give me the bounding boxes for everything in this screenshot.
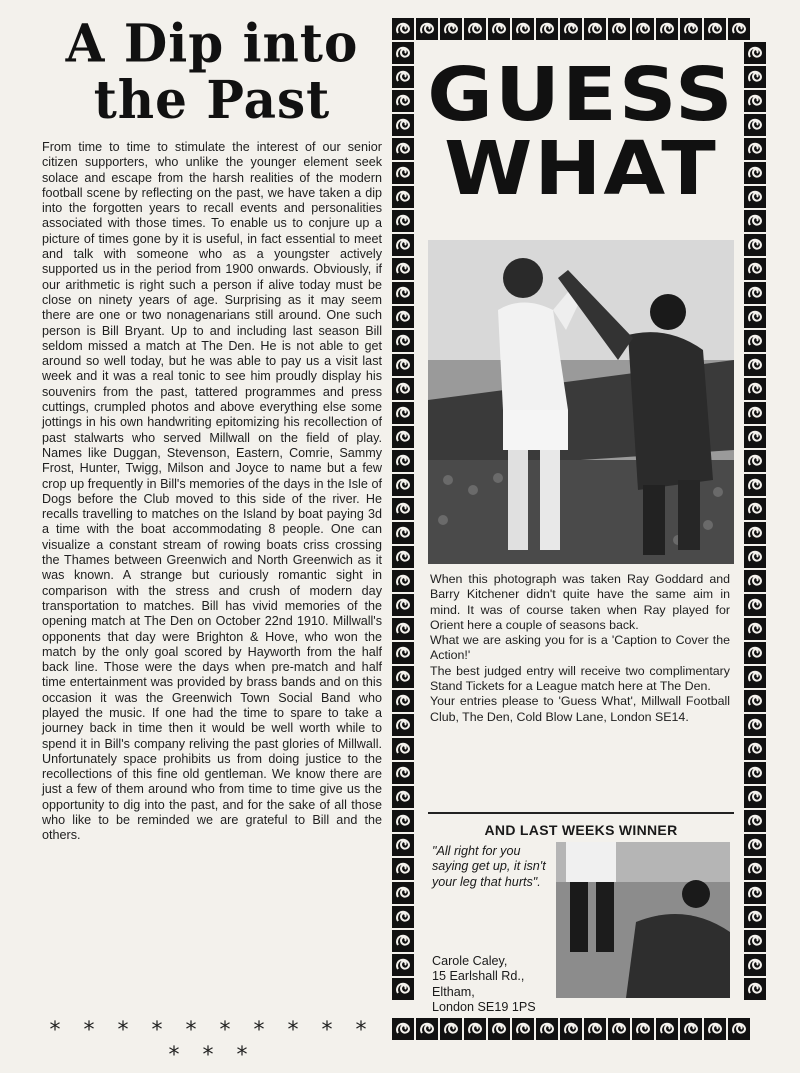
- scroll-ornament: [744, 618, 766, 640]
- scroll-ornament: [488, 18, 510, 40]
- scroll-ornament: [656, 1018, 678, 1040]
- dip-into-past-column: [42, 12, 382, 844]
- scroll-ornament: [744, 258, 766, 280]
- last-weeks-winner-heading: AND LAST WEEKS WINNER: [484, 822, 678, 838]
- scroll-ornament: [744, 42, 766, 64]
- winner-photo: [556, 842, 730, 998]
- caption-intro: When this photograph was taken Ray Goddard and Barry Kitchener didn't quite have the same aim in mind. It was of course taken when Ray played for Orient here a couple of seasons back.: [430, 572, 730, 632]
- scroll-ornament: [728, 18, 750, 40]
- scroll-ornament: [744, 738, 766, 760]
- scroll-ornament: [744, 810, 766, 832]
- guess-what-content: [427, 52, 735, 1014]
- scroll-ornament: [464, 18, 486, 40]
- scroll-ornament: [744, 450, 766, 472]
- scroll-ornament: [392, 66, 414, 88]
- scroll-ornament: [744, 114, 766, 136]
- scroll-ornament: [392, 498, 414, 520]
- winner-name: Carole Caley,: [432, 954, 508, 968]
- scroll-ornament: [392, 138, 414, 160]
- scroll-ornament: [488, 1018, 510, 1040]
- scroll-ornament: [392, 738, 414, 760]
- scroll-ornament: [744, 546, 766, 568]
- scroll-ornament: [392, 354, 414, 376]
- caption-entries-address: Your entries please to 'Guess What', Millwall Football Club, The Den, Cold Blow Lane, London SE14.: [430, 694, 730, 724]
- scroll-ornament: [392, 546, 414, 568]
- scroll-ornament: [512, 1018, 534, 1040]
- scroll-ornament: [608, 18, 630, 40]
- scroll-ornament: [744, 186, 766, 208]
- winning-caption: "All right for you saying get up, it isn't your leg that hurts".: [432, 844, 546, 889]
- scroll-ornament: [392, 690, 414, 712]
- scroll-ornament: [744, 426, 766, 448]
- article-title: [42, 12, 382, 131]
- scroll-ornament: [392, 42, 414, 64]
- scroll-ornament: [744, 954, 766, 976]
- scroll-ornament: [744, 834, 766, 856]
- caption-request: What we are asking you for is a 'Caption to Cover the Action!': [430, 633, 730, 663]
- scroll-ornament: [744, 882, 766, 904]
- winner-details: [432, 954, 556, 1015]
- scroll-ornament: [744, 138, 766, 160]
- scroll-ornament: [392, 378, 414, 400]
- winner-address-line1: 15 Earlshall Rd.,: [432, 969, 525, 984]
- scroll-ornament: [744, 858, 766, 880]
- scroll-ornament: [728, 1018, 750, 1040]
- scroll-ornament: [744, 570, 766, 592]
- scroll-ornament: [744, 642, 766, 664]
- scroll-ornament: [392, 642, 414, 664]
- guess-what-title-line2: WHAT: [444, 126, 718, 212]
- scroll-ornament: [744, 210, 766, 232]
- scroll-ornament: [744, 690, 766, 712]
- scroll-ornament: [392, 330, 414, 352]
- scroll-ornament: [392, 786, 414, 808]
- caption-prize: The best judged entry will receive two complimentary Stand Tickets for a League match here at The Den.: [430, 663, 730, 694]
- scroll-ornament: [560, 1018, 582, 1040]
- scroll-ornament: [392, 162, 414, 184]
- scroll-ornament: [744, 498, 766, 520]
- scroll-ornament: [704, 18, 726, 40]
- winner-address-line2: Eltham,: [432, 984, 475, 999]
- scroll-ornament: [744, 282, 766, 304]
- scroll-ornament: [512, 18, 534, 40]
- scroll-ornament: [392, 114, 414, 136]
- scroll-ornament: [680, 18, 702, 40]
- scroll-ornament: [392, 858, 414, 880]
- scroll-ornament: [392, 234, 414, 256]
- scroll-ornament: [744, 714, 766, 736]
- scroll-ornament: [440, 18, 462, 40]
- scroll-ornament: [392, 810, 414, 832]
- scroll-ornament: [392, 570, 414, 592]
- scroll-ornament: [392, 282, 414, 304]
- scroll-ornament: [392, 930, 414, 952]
- scroll-ornament: [704, 1018, 726, 1040]
- article-title-line1: A Dip into: [65, 12, 359, 75]
- scroll-ornament: [392, 834, 414, 856]
- scroll-ornament: [608, 1018, 630, 1040]
- scroll-ornament: [416, 18, 438, 40]
- scroll-ornament: [656, 18, 678, 40]
- scroll-ornament: [744, 666, 766, 688]
- winner-address-line3: London SE19 1PS: [432, 999, 536, 1014]
- scroll-ornament: [744, 354, 766, 376]
- scroll-ornament: [744, 306, 766, 328]
- scroll-ornament: [536, 1018, 558, 1040]
- scroll-ornament: [744, 930, 766, 952]
- scroll-ornament: [392, 978, 414, 1000]
- scroll-ornament: [392, 666, 414, 688]
- guess-what-title: [416, 52, 746, 212]
- scroll-ornament: [392, 402, 414, 424]
- scroll-ornament: [584, 1018, 606, 1040]
- scroll-ornament: [392, 258, 414, 280]
- scroll-ornament: [392, 762, 414, 784]
- scroll-ornament: [416, 1018, 438, 1040]
- scroll-ornament: [680, 1018, 702, 1040]
- scroll-ornament: [392, 1018, 414, 1040]
- scroll-ornament: [464, 1018, 486, 1040]
- article-title-line2: the Past: [93, 68, 331, 131]
- star-divider: * * * * * * * * * * * * *: [49, 1018, 375, 1068]
- scroll-ornament: [744, 234, 766, 256]
- scroll-ornament: [392, 210, 414, 232]
- scroll-ornament: [744, 402, 766, 424]
- scroll-ornament: [392, 450, 414, 472]
- section-rule: [428, 812, 734, 814]
- scroll-ornament: [392, 426, 414, 448]
- article-body: From time to time to stimulate the interest of our senior citizen supporters, who unlike the younger element seek solace and escape from the harsh realities of the modern football scene by reflecting on the past, we have taken a dip into the forgotten years to recall events and personalities associated with those times. To enable us to conjure up a picture of times gone by it is useful, in fact essential to meet and talk with someone who as a youngster actively supported us in the period from 1900 onwards. Obviously, if our arithmetic is right such a person if alive today must be close on ninety years of age. Surprising as it may seem there are one or two nonagenarians still around. One such person is Bill Bryant. Up to and including last season Bill seldom missed a match at The Den. He is not able to get around so well today, but he was able to pay us a visit last week and it was a real tonic to see him proudly display his souvenirs from the past, tattered programmes and press cuttings, crumpled photos and above everything else some jottings in his own handwriting epitomizing his recollection of past stalwarts who served Millwall on the field of play. Names like Duggan, Stevenson, Eastern, Comrie, Sammy Frost, Hunter, Twigg, Milson and Joyce to name but a few crop up frequently in Bill's memories of the days in the Isle of Dogs before the Club moved to this side of the river. He recalls travelling to matches on the Island by boat paying 3d a time with the boat accommodating 8 people. One can visualize a constant stream of rowing boats criss crossing the Thames between Greenwich and North Greenwich as it was known. A strange but curiously romantic sight in comparison with the stress and crush of modern day transportation to matches. Bill has vivid memories of the opening match at The Den on October 22nd 1910. Millwall's opponents that day were Brighton & Hove, who won the match by the only goal scored by Hayworth from the half back line. Those were the days when pre-match and half time entertainment was provided by brass bands and on this occasion it was the Greenwich Town Social Band who played the music. If one had the time to spare to take a journey back in time then it would be well worth while to spend it in Bill's company reliving the past glories of Millwall. Unfortunately space prohibits us from doing justice to the recollections of this fine old gentleman. We know there are just a few of them around who from time to time give us the opportunity to dig into the past, and for the sake of all those who like to be reminded we are grateful to Bill and the others.: [42, 140, 382, 843]
- scroll-ornament: [392, 474, 414, 496]
- scroll-ornament: [744, 474, 766, 496]
- photo-caption: [430, 572, 730, 725]
- scroll-ornament: [744, 906, 766, 928]
- scroll-ornament: [392, 906, 414, 928]
- match-photo: [428, 240, 734, 564]
- scroll-ornament: [536, 18, 558, 40]
- scroll-ornament: [744, 762, 766, 784]
- scroll-ornament: [392, 186, 414, 208]
- guess-what-panel: [392, 18, 768, 1040]
- scroll-ornament: [744, 978, 766, 1000]
- scroll-ornament: [744, 378, 766, 400]
- scroll-ornament: [744, 330, 766, 352]
- scroll-ornament: [392, 618, 414, 640]
- scroll-ornament: [392, 714, 414, 736]
- scroll-ornament: [392, 306, 414, 328]
- scroll-ornament: [560, 18, 582, 40]
- scroll-ornament: [744, 786, 766, 808]
- guess-what-title-line1: GUESS: [427, 52, 735, 138]
- scroll-ornament: [744, 522, 766, 544]
- scroll-ornament: [392, 90, 414, 112]
- scroll-ornament: [632, 1018, 654, 1040]
- scroll-ornament: [392, 882, 414, 904]
- injured-player-photo: [556, 842, 730, 998]
- scroll-ornament: [744, 90, 766, 112]
- scroll-ornament: [392, 594, 414, 616]
- scroll-ornament: [392, 522, 414, 544]
- scroll-ornament: [440, 1018, 462, 1040]
- football-action-photo: [428, 240, 734, 564]
- scroll-ornament: [744, 66, 766, 88]
- scroll-ornament: [392, 954, 414, 976]
- scroll-ornament: [584, 18, 606, 40]
- scroll-ornament: [744, 594, 766, 616]
- scroll-ornament: [392, 18, 414, 40]
- scroll-ornament: [744, 162, 766, 184]
- scroll-ornament: [632, 18, 654, 40]
